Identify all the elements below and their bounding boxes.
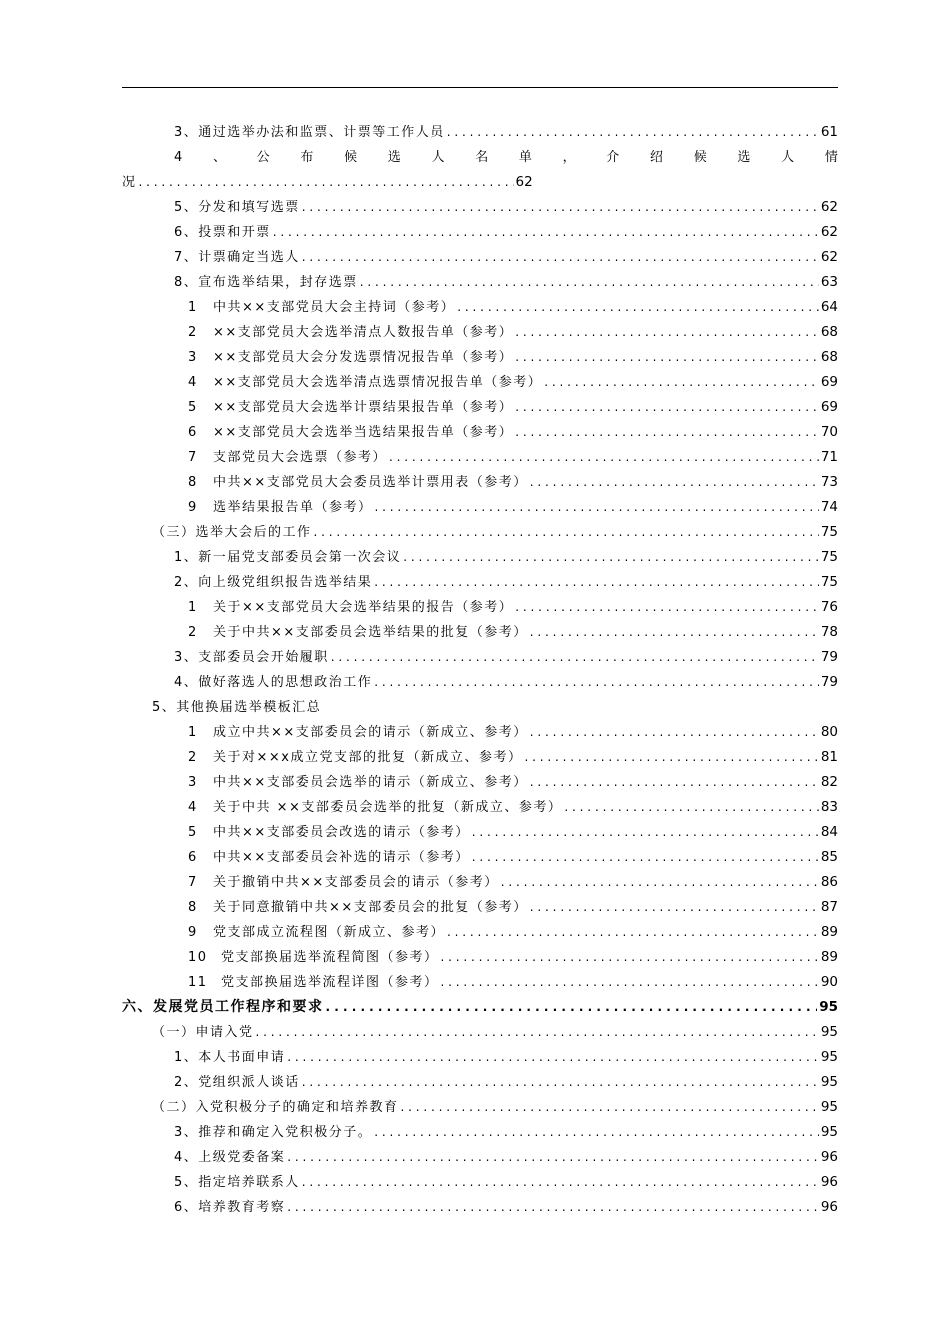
toc-entry-title: 选举结果报告单（参考） [213, 500, 373, 515]
dot-leader [564, 795, 818, 820]
dot-leader [447, 920, 819, 945]
toc-entry-title: 况 [122, 175, 137, 190]
toc-entry-title: 成立中共××支部委员会的请示（新成立、参考） [213, 725, 528, 740]
dot-leader [530, 620, 819, 645]
toc-entry-char: 选 [737, 150, 751, 165]
toc-entry-title: 7、计票确定当选人 [174, 250, 300, 265]
toc-page-number: 96 [820, 1174, 838, 1190]
toc-entry-label [174, 1120, 372, 1145]
toc-page-number: 95 [820, 1074, 838, 1090]
toc-page-number: 85 [820, 849, 838, 865]
toc-entry-title: 中共××支部党员大会主持词（参考） [213, 300, 456, 315]
toc-entry-label [174, 245, 300, 270]
toc-entry-title: 3、推荐和确定入党积极分子。 [174, 1125, 373, 1140]
toc-entry-title: ××支部党员大会分发选票情况报告单（参考） [213, 350, 514, 365]
toc-page-number: 95 [819, 999, 838, 1015]
toc-entry[interactable] [122, 120, 838, 145]
toc-page-number: 62 [820, 224, 838, 240]
toc-entry-title: ××支部党员大会选举清点选票情况报告单（参考） [213, 375, 543, 390]
toc-entry-title: 关于中共××支部委员会选举结果的批复（参考） [213, 625, 528, 640]
toc-entry-label [174, 220, 271, 245]
toc-entry-title: 党支部换届选举流程详图（参考） [221, 975, 439, 990]
toc-page-number: 81 [820, 749, 838, 765]
toc-entry-title: （三）选举大会后的工作 [152, 525, 312, 540]
dot-leader [360, 270, 819, 295]
toc-entry-label [174, 570, 372, 595]
toc-page-number: 90 [820, 974, 838, 990]
toc-entry-label [122, 170, 137, 195]
dot-leader [441, 970, 819, 995]
toc-entry-title: 支部党员大会选票（参考） [213, 450, 388, 465]
toc-page-number: 79 [820, 674, 838, 690]
toc-entry[interactable] [122, 1095, 838, 1120]
toc-page-number: 78 [820, 624, 838, 640]
toc-entry[interactable] [122, 1170, 838, 1195]
toc-entry-char: 选 [387, 150, 401, 165]
toc-entry-label [174, 545, 401, 570]
toc-entry-char: 公 [256, 150, 270, 165]
toc-entry-char: 介 [606, 150, 620, 165]
toc-entry-title: （一）申请入党 [152, 1025, 254, 1040]
toc-entry[interactable] [122, 270, 838, 295]
dot-leader [515, 345, 819, 370]
toc-entry-number: 4 [188, 375, 198, 390]
toc-entry[interactable] [122, 395, 838, 420]
toc-page-number: 64 [820, 299, 838, 315]
dot-leader [457, 295, 819, 320]
dot-leader [302, 1070, 819, 1095]
toc-entry-label [152, 520, 312, 545]
toc-entry-label [174, 645, 329, 670]
toc-entry-label [174, 120, 445, 145]
dot-leader [441, 945, 819, 970]
toc-entry-number: 2 [188, 625, 198, 640]
toc-entry-label [188, 745, 522, 770]
toc-entry-char: 、 [212, 150, 226, 165]
toc-page-number: 89 [820, 949, 838, 965]
toc-page-number: 95 [820, 1124, 838, 1140]
toc-entry-title: 关于撤销中共××支部委员会的请示（参考） [213, 875, 499, 890]
toc-entry-char: 绍 [650, 150, 664, 165]
toc-entry[interactable] [122, 970, 838, 995]
toc-entry-label [122, 995, 324, 1020]
toc-page-number: 70 [820, 424, 838, 440]
toc-entry-label [188, 420, 513, 445]
toc-entry-title: 党支部成立流程图（新成立、参考） [213, 925, 446, 940]
toc-entry[interactable] [122, 995, 838, 1020]
dot-leader [287, 1145, 819, 1170]
toc-entry[interactable] [122, 920, 838, 945]
dot-leader [326, 995, 818, 1020]
toc-page-number: 87 [820, 899, 838, 915]
toc-page-number: 74 [820, 499, 838, 515]
toc-entry-number: 10 [188, 950, 208, 965]
dot-leader [401, 1095, 819, 1120]
toc-entry[interactable] [122, 1120, 838, 1145]
dot-leader [530, 720, 819, 745]
toc-entry-label [188, 945, 439, 970]
toc-entry[interactable] [122, 495, 838, 520]
toc-entry-title: ××支部党员大会选举当选结果报告单（参考） [213, 425, 514, 440]
toc-entry-label [188, 470, 528, 495]
toc-entry-label [174, 1045, 285, 1070]
toc-page-number: 96 [820, 1149, 838, 1165]
toc-entry-title: 4、做好落选人的思想政治工作 [174, 675, 373, 690]
toc-entry-title: 党支部换届选举流程简图（参考） [221, 950, 439, 965]
toc-entry-char: 候 [344, 150, 358, 165]
toc-entry-label [174, 1170, 300, 1195]
toc-entry[interactable] [122, 695, 838, 720]
dot-leader [302, 1170, 819, 1195]
toc-entry[interactable] [122, 620, 838, 645]
dot-leader [524, 745, 818, 770]
toc-entry[interactable] [122, 670, 838, 695]
toc-entry[interactable] [122, 245, 838, 270]
toc-page-number: 89 [820, 924, 838, 940]
toc-entry-label [188, 295, 455, 320]
toc-entry-label [188, 620, 528, 645]
toc-entry-number: 6 [188, 850, 198, 865]
dot-leader [374, 570, 819, 595]
toc-entry-number: 2 [188, 750, 198, 765]
toc-entry-label [188, 370, 542, 395]
dot-leader [331, 645, 819, 670]
toc-entry-title: ××支部党员大会选举清点人数报告单（参考） [213, 325, 514, 340]
toc-entry[interactable] [122, 720, 838, 745]
toc-entry-char: 布 [300, 150, 314, 165]
toc-entry-title: 中共××支部委员会补选的请示（参考） [213, 850, 470, 865]
toc-entry-label [174, 1145, 285, 1170]
dot-leader [403, 545, 819, 570]
toc-entry-title: 2、党组织派人谈话 [174, 1075, 300, 1090]
toc-entry-char: 候 [693, 150, 707, 165]
toc-entry[interactable] [122, 220, 838, 245]
toc-entry[interactable] [122, 1195, 838, 1220]
dot-leader [374, 1120, 819, 1145]
toc-entry-title: 1、本人书面申请 [174, 1050, 286, 1065]
toc-entry-title: （二）入党积极分子的确定和培养教育 [152, 1100, 399, 1115]
toc-entry[interactable] [122, 845, 838, 870]
dot-leader [530, 470, 819, 495]
dot-leader [287, 1195, 819, 1220]
toc-page-number: 75 [820, 574, 838, 590]
toc-entry-label [188, 445, 387, 470]
table-of-contents [122, 120, 838, 1220]
toc-entry-number: 11 [188, 975, 208, 990]
toc-entry[interactable] [122, 445, 838, 470]
toc-entry-title: 2、向上级党组织报告选举结果 [174, 575, 373, 590]
toc-entry[interactable] [122, 520, 838, 545]
toc-entry-label [188, 845, 470, 870]
dot-leader [273, 220, 819, 245]
toc-entry-number: 4 [188, 800, 198, 815]
toc-entry-label [188, 895, 528, 920]
toc-entry[interactable] [122, 945, 838, 970]
header-rule [122, 87, 838, 88]
toc-entry[interactable] [122, 545, 838, 570]
toc-entry-char: 人 [431, 150, 445, 165]
toc-entry-label [174, 145, 838, 170]
toc-entry-label [152, 1020, 254, 1045]
toc-entry-label [174, 1070, 300, 1095]
toc-entry-label [188, 795, 562, 820]
toc-entry-title: 5、分发和填写选票 [174, 200, 300, 215]
toc-entry[interactable] [122, 770, 838, 795]
toc-entry[interactable] [122, 645, 838, 670]
toc-entry-label [188, 870, 499, 895]
toc-entry-title: 5、其他换届选举模板汇总 [152, 700, 322, 715]
toc-entry[interactable] [122, 295, 838, 320]
dot-leader [501, 870, 819, 895]
toc-page-number: 61 [820, 124, 838, 140]
toc-page-number: 86 [820, 874, 838, 890]
toc-entry-number: 8 [188, 900, 198, 915]
toc-entry-title: ××支部党员大会选举计票结果报告单（参考） [213, 400, 514, 415]
toc-page-number: 82 [820, 774, 838, 790]
toc-page-number: 95 [820, 1024, 838, 1040]
toc-entry-title: 六、发展党员工作程序和要求 [122, 999, 324, 1015]
toc-page-number: 76 [820, 599, 838, 615]
dot-leader [256, 1020, 819, 1045]
toc-entry-label [188, 920, 445, 945]
toc-entry-number: 1 [188, 300, 198, 315]
toc-page-number: 84 [820, 824, 838, 840]
dot-leader [314, 520, 819, 545]
toc-entry-label [188, 495, 373, 520]
toc-entry[interactable] [122, 470, 838, 495]
dot-leader [302, 195, 819, 220]
toc-entry[interactable] [122, 420, 838, 445]
toc-page-number: 79 [820, 649, 838, 665]
toc-entry-title: 关于××支部党员大会选举结果的报告（参考） [213, 600, 514, 615]
toc-entry-label [152, 695, 321, 720]
toc-entry[interactable] [122, 795, 838, 820]
toc-entry-title: 3、通过选举办法和监票、计票等工作人员 [174, 125, 445, 140]
toc-entry-label [188, 395, 513, 420]
toc-entry-number: 7 [188, 875, 198, 890]
toc-entry-label [188, 320, 513, 345]
toc-page-number: 73 [820, 474, 838, 490]
toc-entry[interactable] [122, 570, 838, 595]
dot-leader [544, 370, 819, 395]
toc-entry-label [188, 720, 528, 745]
toc-entry[interactable] [122, 595, 838, 620]
toc-entry-label [174, 270, 358, 295]
toc-entry[interactable] [122, 345, 838, 370]
dot-leader [530, 895, 819, 920]
toc-entry[interactable] [122, 320, 838, 345]
toc-entry-number: 9 [188, 925, 198, 940]
toc-entry-title: 关于对××x成立党支部的批复（新成立、参考） [213, 750, 523, 765]
toc-page-number: 62 [820, 249, 838, 265]
toc-page-number: 69 [820, 399, 838, 415]
toc-entry-number: 1 [188, 725, 198, 740]
dot-leader [515, 320, 819, 345]
toc-entry-title: 1、新一届党支部委员会第一次会议 [174, 550, 402, 565]
toc-entry-label [188, 970, 439, 995]
toc-entry-title: 中共××支部党员大会委员选举计票用表（参考） [213, 475, 528, 490]
toc-entry[interactable] [122, 1145, 838, 1170]
toc-entry[interactable] [122, 870, 838, 895]
toc-entry-number: 1 [188, 600, 198, 615]
toc-page-number: 68 [820, 349, 838, 365]
toc-page-number: 63 [820, 274, 838, 290]
dot-leader [515, 420, 819, 445]
toc-entry-char: 4 [174, 150, 183, 165]
toc-entry[interactable] [122, 1070, 838, 1095]
toc-entry[interactable] [122, 170, 838, 195]
toc-entry-label [152, 1095, 399, 1120]
toc-entry[interactable] [122, 145, 838, 170]
toc-page-number: 62 [515, 174, 533, 190]
toc-entry[interactable] [122, 745, 838, 770]
toc-entry-label [188, 820, 470, 845]
dot-leader [302, 245, 819, 270]
dot-leader [375, 495, 819, 520]
toc-entry-char: 情 [824, 150, 838, 165]
toc-entry-title: 中共××支部委员会改选的请示（参考） [213, 825, 470, 840]
toc-entry-number: 2 [188, 325, 198, 340]
toc-entry[interactable] [122, 195, 838, 220]
toc-page-number: 83 [820, 799, 838, 815]
toc-entry-title: 5、指定培养联系人 [174, 1175, 300, 1190]
toc-entry-title: 6、培养教育考察 [174, 1200, 286, 1215]
toc-entry-label [188, 595, 513, 620]
toc-entry-label [188, 770, 528, 795]
toc-page-number: 68 [820, 324, 838, 340]
toc-page-number: 75 [820, 549, 838, 565]
toc-entry-number: 5 [188, 400, 198, 415]
toc-page-number: 62 [820, 199, 838, 215]
toc-entry-title: 关于同意撤销中共××支部委员会的批复（参考） [213, 900, 528, 915]
toc-entry-number: 6 [188, 425, 198, 440]
toc-entry-title: 6、投票和开票 [174, 225, 271, 240]
toc-entry[interactable] [122, 370, 838, 395]
toc-entry-title: 4、上级党委备案 [174, 1150, 286, 1165]
toc-entry-char: 单 [518, 150, 532, 165]
toc-entry-number: 7 [188, 450, 198, 465]
dot-leader [389, 445, 819, 470]
dot-leader [374, 670, 819, 695]
dot-leader [472, 845, 819, 870]
toc-entry-label [188, 345, 513, 370]
dot-leader [139, 170, 514, 195]
toc-page-number: 95 [820, 1049, 838, 1065]
toc-entry-number: 3 [188, 775, 198, 790]
toc-entry-label [174, 1195, 285, 1220]
toc-entry-label [174, 195, 300, 220]
toc-entry-char: 人 [781, 150, 795, 165]
dot-leader [515, 595, 819, 620]
toc-entry[interactable] [122, 1045, 838, 1070]
toc-entry[interactable] [122, 820, 838, 845]
dot-leader [530, 770, 819, 795]
toc-page-number: 95 [820, 1099, 838, 1115]
toc-entry-number: 9 [188, 500, 198, 515]
toc-entry-label [174, 670, 372, 695]
toc-entry-title: 8、宣布选举结果，封存选票 [174, 275, 358, 290]
toc-page-number: 75 [820, 524, 838, 540]
toc-entry-title: 关于中共 ××支部委员会选举的批复（新成立、参考） [213, 800, 563, 815]
toc-entry-char: ， [562, 150, 576, 165]
dot-leader [447, 120, 819, 145]
dot-leader [287, 1045, 819, 1070]
toc-page-number: 80 [820, 724, 838, 740]
toc-page-number: 96 [820, 1199, 838, 1215]
toc-entry-char: 名 [475, 150, 489, 165]
toc-entry[interactable] [122, 1020, 838, 1045]
toc-entry-number: 5 [188, 825, 198, 840]
toc-entry-number: 3 [188, 350, 198, 365]
toc-page-number: 69 [820, 374, 838, 390]
toc-entry-title: 3、支部委员会开始履职 [174, 650, 329, 665]
toc-entry-number: 8 [188, 475, 198, 490]
dot-leader [515, 395, 819, 420]
dot-leader [472, 820, 819, 845]
toc-entry-title: 中共××支部委员会选举的请示（新成立、参考） [213, 775, 528, 790]
toc-entry[interactable] [122, 895, 838, 920]
toc-page-number: 71 [820, 449, 838, 465]
